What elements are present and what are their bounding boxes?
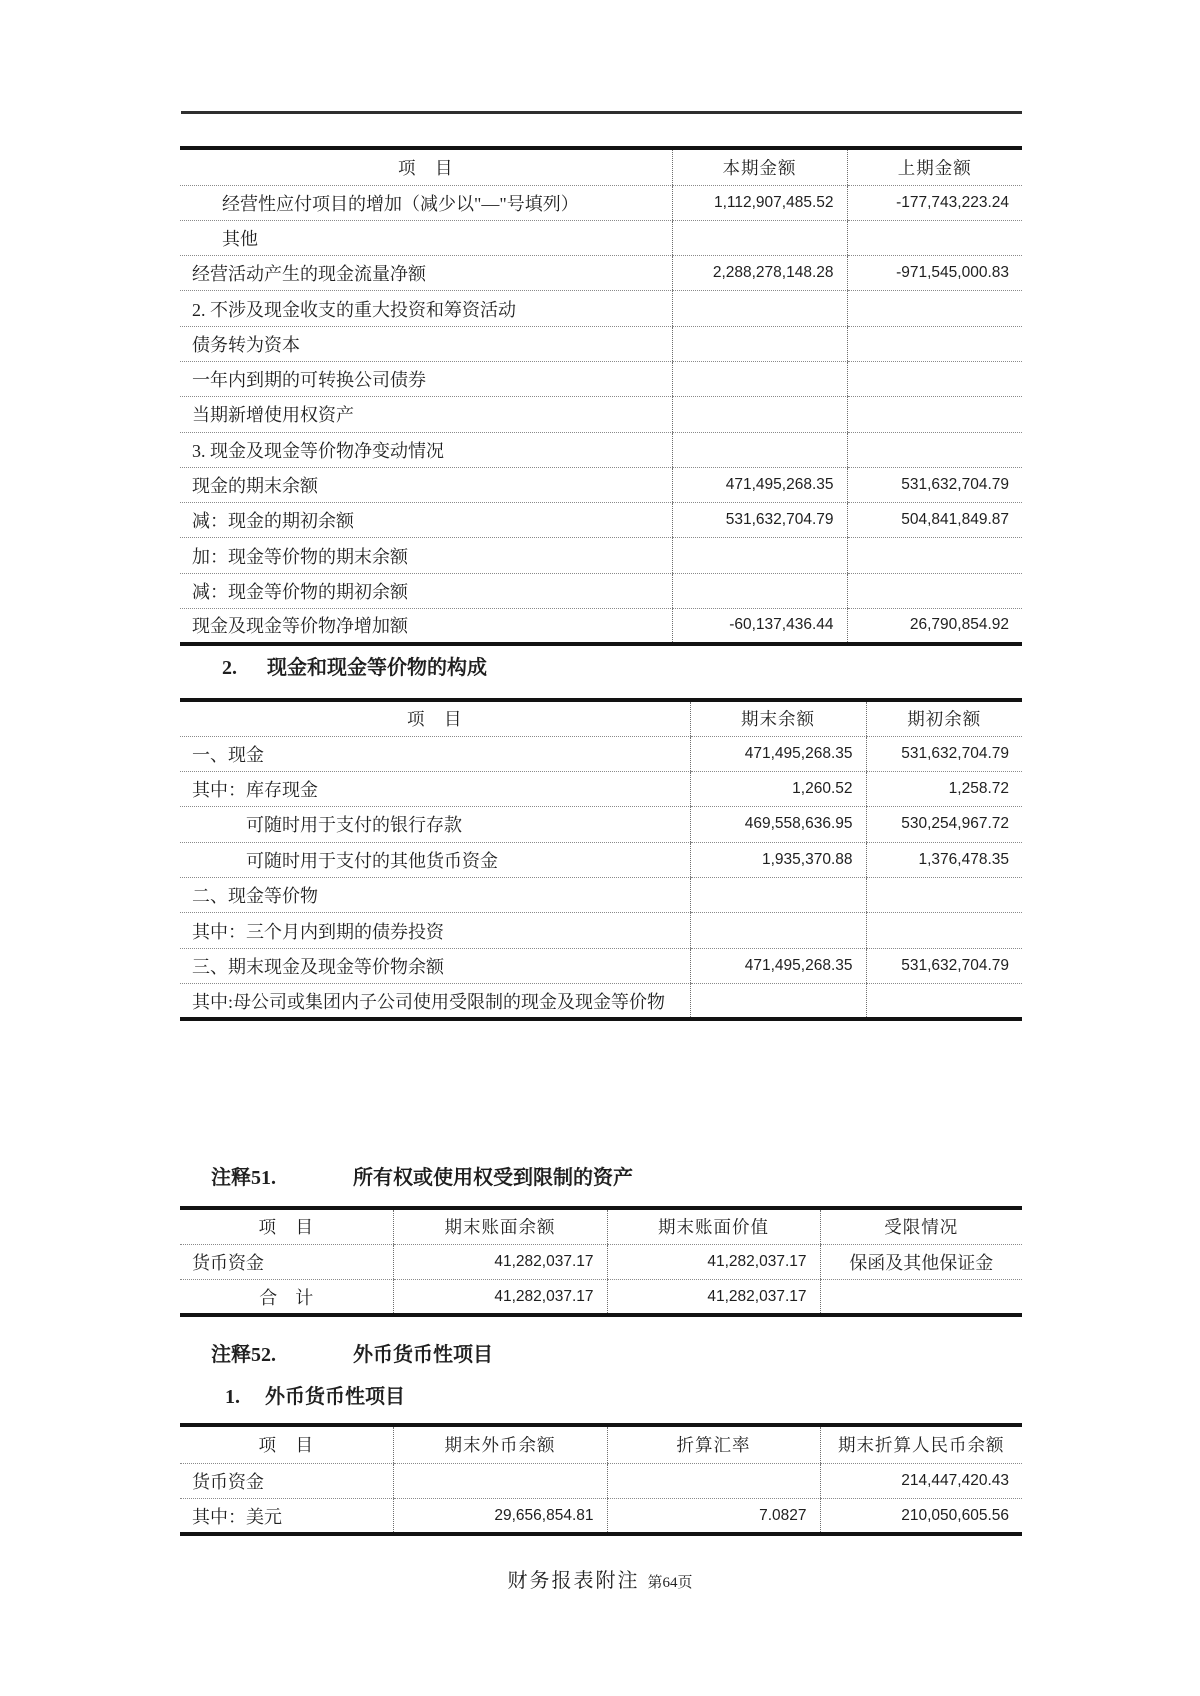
table-cell: 现金的期末余额 [180, 467, 672, 502]
table-cell [847, 361, 1022, 396]
column-header: 期末账面价值 [607, 1208, 820, 1244]
table-cell: 2,288,278,148.28 [672, 256, 847, 291]
table-cell: 471,495,268.35 [690, 948, 866, 983]
table-cell: 469,558,636.95 [690, 807, 866, 842]
table-row [180, 878, 1022, 913]
table-cell: 现金及现金等价物净增加额 [192, 616, 408, 637]
table-cell: 货币资金 [180, 1463, 393, 1499]
table-cell [847, 538, 1022, 573]
table-cell: 471,495,268.35 [672, 467, 847, 502]
column-header: 折算汇率 [607, 1425, 820, 1463]
table-cell: -971,545,000.83 [847, 256, 1022, 291]
column-header: 项 目 [180, 1208, 393, 1244]
table-row [180, 432, 1022, 467]
table-cell: 530,254,967.72 [866, 807, 1022, 842]
table-cell: 其中：美元 [192, 1506, 282, 1527]
table-cell: 504,841,849.87 [847, 503, 1022, 538]
table-row [180, 913, 1022, 948]
table-row [180, 1244, 1022, 1280]
composition-table [180, 698, 1022, 1021]
table-cell: 7.0827 [607, 1499, 820, 1535]
table-cell: 加：现金等价物的期末余额 [180, 538, 672, 573]
table-cell [847, 432, 1022, 467]
table-row [180, 842, 1022, 877]
table-cell [866, 913, 1022, 948]
table-row [180, 291, 1022, 326]
table-row [180, 361, 1022, 396]
column-header: 项 目 [180, 700, 690, 736]
table-cell [672, 291, 847, 326]
table-cell [672, 397, 847, 432]
column-header: 期末外币余额 [393, 1425, 607, 1463]
table-cell [690, 878, 866, 913]
table-cell [866, 984, 1022, 1019]
table-cell: 1,258.72 [866, 771, 1022, 806]
table-cell: 41,282,037.17 [607, 1244, 820, 1280]
table-header-row [180, 1425, 1022, 1463]
section-number: 2. [222, 657, 237, 679]
table-cell: 可随时用于支付的其他货币资金 [180, 842, 690, 877]
column-header: 期末账面余额 [393, 1208, 607, 1244]
table-header-row [180, 148, 1022, 185]
table-row [180, 1499, 1022, 1535]
table-cell: 1,935,370.88 [690, 842, 866, 877]
table-row [180, 609, 1022, 644]
cashflow-table [180, 146, 1022, 646]
section-title: 现金和现金等价物的构成 [267, 657, 487, 679]
table-cell: -177,743,223.24 [847, 185, 1022, 220]
table-cell: 合 计 [259, 1287, 314, 1308]
page-footer [0, 1564, 1200, 1593]
table-cell [672, 361, 847, 396]
table-cell [672, 432, 847, 467]
note52-number: 注释52. [211, 1344, 276, 1366]
column-header: 期初余额 [866, 700, 1022, 736]
table-cell: 当期新增使用权资产 [180, 397, 672, 432]
column-header: 项 目 [180, 148, 672, 185]
table-row [180, 984, 1022, 1019]
table-cell: 531,632,704.79 [847, 467, 1022, 502]
table-cell: 1,260.52 [690, 771, 866, 806]
table-row [180, 256, 1022, 291]
table-cell: 可随时用于支付的银行存款 [180, 807, 690, 842]
table-row [180, 185, 1022, 220]
table-cell: 减：现金等价物的期初余额 [180, 573, 672, 608]
table-row [180, 1463, 1022, 1499]
footer-label: 财务报表附注 [507, 1570, 640, 1592]
table-row [180, 538, 1022, 573]
table-cell: 1,376,478.35 [866, 842, 1022, 877]
column-header: 本期金额 [672, 148, 847, 185]
table-cell [847, 326, 1022, 361]
table-cell: 210,050,605.56 [820, 1499, 1022, 1535]
table-cell: 1,112,907,485.52 [672, 185, 847, 220]
table-cell [847, 573, 1022, 608]
table-cell [672, 573, 847, 608]
table-cell: 其中:母公司或集团内子公司使用受限制的现金及现金等价物 [192, 991, 665, 1012]
note51-title: 所有权或使用权受到限制的资产 [353, 1167, 633, 1189]
table-cell [690, 984, 866, 1019]
table-row [180, 807, 1022, 842]
note51-number: 注释51. [211, 1167, 276, 1189]
subsection-number: 1. [225, 1386, 240, 1408]
table-cell: 29,656,854.81 [393, 1499, 607, 1535]
table-cell: 471,495,268.35 [690, 736, 866, 771]
table-cell: 531,632,704.79 [672, 503, 847, 538]
table-row [180, 326, 1022, 361]
table-cell: 保函及其他保证金 [820, 1244, 1022, 1280]
table-row [180, 220, 1022, 255]
table-cell [672, 220, 847, 255]
table-cell [690, 913, 866, 948]
table-cell: 531,632,704.79 [866, 736, 1022, 771]
table-cell: 减：现金的期初余额 [180, 503, 672, 538]
table-cell: 经营活动产生的现金流量净额 [180, 256, 672, 291]
column-header: 项 目 [180, 1425, 393, 1463]
forex-table [180, 1423, 1022, 1536]
table-row [180, 1280, 1022, 1316]
table-cell: 其他 [180, 220, 672, 255]
column-header: 期末余额 [690, 700, 866, 736]
table-row [180, 573, 1022, 608]
table-cell [847, 220, 1022, 255]
table-row [180, 948, 1022, 983]
column-header: 期末折算人民币余额 [820, 1425, 1022, 1463]
table-row [180, 397, 1022, 432]
table-header-row [180, 1208, 1022, 1244]
table-cell: 一、现金 [180, 736, 690, 771]
table-cell: 其中：三个月内到期的债券投资 [180, 913, 690, 948]
table-cell: 3. 现金及现金等价物净变动情况 [180, 432, 672, 467]
table-cell: 41,282,037.17 [393, 1244, 607, 1280]
table-header-row [180, 700, 1022, 736]
column-header: 上期金额 [847, 148, 1022, 185]
table-cell [672, 538, 847, 573]
table-cell: 货币资金 [180, 1244, 393, 1280]
table-cell [847, 291, 1022, 326]
restricted-assets-table [180, 1206, 1022, 1317]
table-cell: 41,282,037.17 [607, 1280, 820, 1316]
table-cell [847, 397, 1022, 432]
table-cell: 26,790,854.92 [847, 609, 1022, 644]
table-row [180, 503, 1022, 538]
table-cell: 经营性应付项目的增加（减少以"—"号填列） [180, 185, 672, 220]
table-cell: 三、期末现金及现金等价物余额 [180, 948, 690, 983]
table-cell: 531,632,704.79 [866, 948, 1022, 983]
footer-page-number: 第64页 [647, 1575, 693, 1591]
table-cell [393, 1463, 607, 1499]
table-cell: 41,282,037.17 [393, 1280, 607, 1316]
table-cell [820, 1280, 1022, 1316]
table-cell [672, 326, 847, 361]
table-cell: 二、现金等价物 [180, 878, 690, 913]
table-cell: 一年内到期的可转换公司债券 [180, 361, 672, 396]
table-cell [607, 1463, 820, 1499]
note52-title: 外币货币性项目 [353, 1344, 493, 1366]
page-top-rule [181, 111, 1022, 114]
table-row [180, 467, 1022, 502]
table-cell: 2. 不涉及现金收支的重大投资和筹资活动 [180, 291, 672, 326]
column-header: 受限情况 [820, 1208, 1022, 1244]
table-cell: -60,137,436.44 [672, 609, 847, 644]
table-row [180, 736, 1022, 771]
table-cell: 其中：库存现金 [180, 771, 690, 806]
table-row [180, 771, 1022, 806]
table-cell: 债务转为资本 [180, 326, 672, 361]
subsection-title: 外币货币性项目 [265, 1386, 405, 1408]
table-cell: 214,447,420.43 [820, 1463, 1022, 1499]
table-cell [866, 878, 1022, 913]
